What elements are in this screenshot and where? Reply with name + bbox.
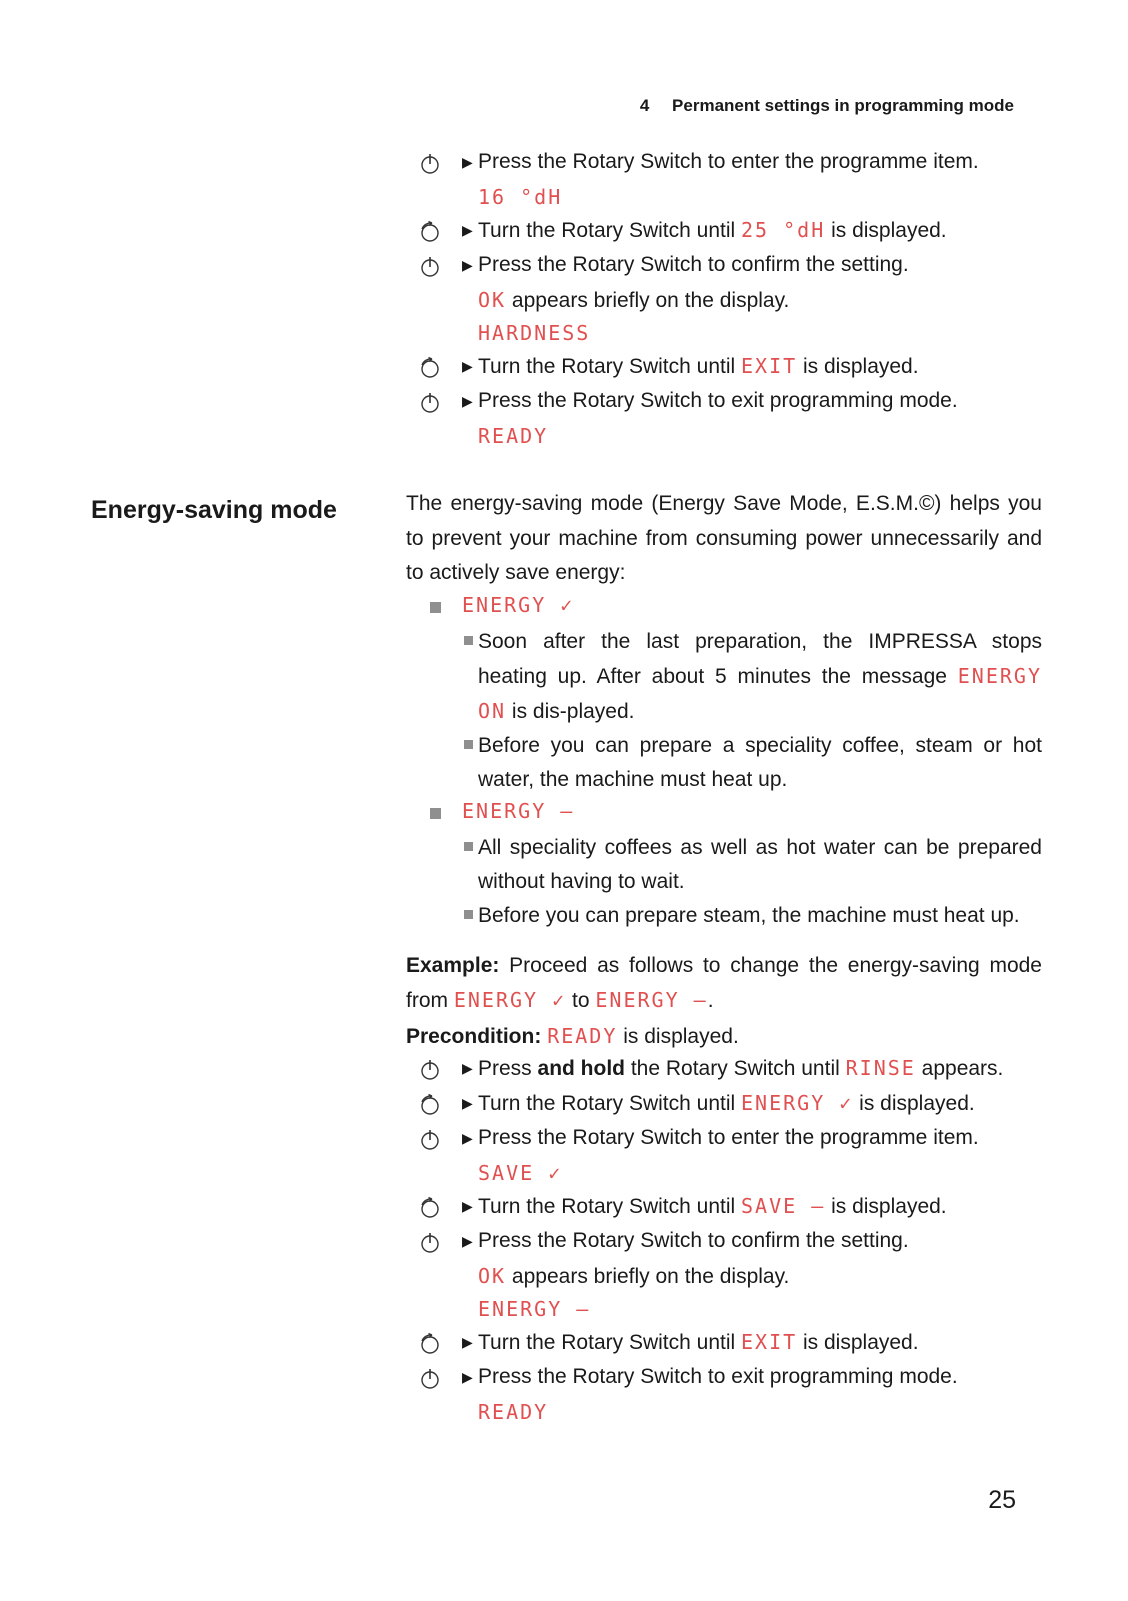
example-to-display: ENERGY – xyxy=(595,988,708,1012)
step-text xyxy=(478,148,979,176)
small-square-bullet-icon xyxy=(464,910,473,919)
turn-step xyxy=(406,216,1042,251)
display-message: SAVE ✓ xyxy=(478,1161,563,1185)
display-message: RINSE xyxy=(845,1056,916,1080)
display-line xyxy=(406,1262,1042,1295)
press-step xyxy=(406,1054,1042,1089)
press-step xyxy=(406,387,1042,422)
option-list xyxy=(406,591,1042,933)
section-title: Energy-saving mode xyxy=(91,496,337,524)
rotary-press-icon xyxy=(418,1367,442,1391)
example-end: . xyxy=(707,989,714,1012)
step-text-part: Turn the Rotary Switch until xyxy=(478,219,741,242)
press-step xyxy=(406,251,1042,286)
turn-step xyxy=(406,1089,1042,1124)
rotary-press-icon xyxy=(418,1128,442,1152)
step-text-part: Press the Rotary Switch to enter the programme item. xyxy=(478,150,979,173)
display-line xyxy=(406,286,1042,319)
rotary-press-icon xyxy=(418,1231,442,1255)
step-arrow-icon: ▶ xyxy=(462,1060,473,1076)
step-text-part: Soon after the last preparation, the IMPRESSA stops heating up. After about 5 minutes the message xyxy=(478,629,1042,688)
step-text-part: Turn the Rotary Switch until xyxy=(478,355,741,378)
square-bullet-icon xyxy=(430,808,441,819)
step-text xyxy=(478,1054,1003,1083)
step-text xyxy=(478,216,947,245)
precondition-text: is displayed. xyxy=(617,1024,739,1048)
press-step xyxy=(406,1124,1042,1159)
display-message: HARDNESS xyxy=(478,321,591,345)
turn-step xyxy=(406,1192,1042,1227)
step-arrow-icon: ▶ xyxy=(462,154,473,170)
step-text-part: Before you can prepare a speciality coffee, steam or hot water, the machine must heat up. xyxy=(478,733,1042,791)
rotary-turn-icon xyxy=(418,356,442,380)
step-text-part: Press the Rotary Switch to confirm the setting. xyxy=(478,1229,909,1252)
energy-section xyxy=(406,487,1042,1431)
step-arrow-icon: ▶ xyxy=(462,1130,473,1146)
precondition-display: READY xyxy=(547,1023,618,1048)
rotary-press-icon xyxy=(418,391,442,415)
press-step xyxy=(406,1363,1042,1398)
display-line xyxy=(406,183,1042,216)
option-detail xyxy=(462,831,1042,899)
step-text-part: is displayed. xyxy=(853,1092,975,1115)
display-line xyxy=(406,1159,1042,1192)
step-text-part: is displayed. xyxy=(797,1331,919,1354)
step-text-part: Before you can prepare steam, the machine must heat up. xyxy=(478,903,1020,927)
display-message: SAVE – xyxy=(741,1194,826,1218)
step-text-part: Press the Rotary Switch to exit programming mode. xyxy=(478,389,958,412)
step-text-part: the Rotary Switch until xyxy=(625,1057,846,1080)
example-paragraph xyxy=(406,949,1042,1019)
step-text xyxy=(478,1192,947,1221)
step-text-part: is displayed. xyxy=(825,1195,947,1218)
example-to-word: to xyxy=(566,989,596,1012)
display-line-text: appears briefly on the display. xyxy=(506,289,790,312)
precondition-label: Precondition: xyxy=(406,1024,542,1048)
step-arrow-icon: ▶ xyxy=(462,222,473,238)
step-arrow-icon: ▶ xyxy=(462,1095,473,1111)
display-message: READY xyxy=(478,424,549,448)
step-text-part: is displayed. xyxy=(797,355,919,378)
display-message: 16 °dH xyxy=(478,185,563,209)
display-line xyxy=(406,319,1042,352)
press-step xyxy=(406,1227,1042,1262)
display-message: READY xyxy=(478,1400,549,1424)
display-line xyxy=(406,422,1042,455)
rotary-turn-icon xyxy=(418,220,442,244)
display-line xyxy=(406,1398,1042,1431)
display-message: ENERGY – xyxy=(478,1297,591,1321)
page-number: 25 xyxy=(988,1486,1016,1514)
step-text-part: Press xyxy=(478,1057,538,1080)
small-square-bullet-icon xyxy=(464,636,473,645)
option-detail xyxy=(462,899,1042,933)
display-message: EXIT xyxy=(741,1330,798,1354)
small-square-bullet-icon xyxy=(464,842,473,851)
option-display-label: ENERGY ✓ xyxy=(462,592,575,617)
step-text-part: Press the Rotary Switch to confirm the setting. xyxy=(478,253,909,276)
top-step-list xyxy=(406,148,1042,455)
step-arrow-icon: ▶ xyxy=(462,1369,473,1385)
step-text-part: Press the Rotary Switch to exit programming mode. xyxy=(478,1365,958,1388)
display-message: EXIT xyxy=(741,354,798,378)
rotary-turn-icon xyxy=(418,1093,442,1117)
step-text-part: is dis-played. xyxy=(506,699,635,723)
step-text-part: is displayed. xyxy=(825,219,947,242)
turn-step xyxy=(406,352,1042,387)
step-text xyxy=(478,1328,919,1357)
step-arrow-icon: ▶ xyxy=(462,1198,473,1214)
rotary-turn-icon xyxy=(418,1332,442,1356)
small-square-bullet-icon xyxy=(464,740,473,749)
running-header xyxy=(640,96,1014,116)
display-message: 25 °dH xyxy=(741,218,826,242)
step-arrow-icon: ▶ xyxy=(462,257,473,273)
press-step xyxy=(406,148,1042,183)
step-arrow-icon: ▶ xyxy=(462,1334,473,1350)
rotary-turn-icon xyxy=(418,1196,442,1220)
step-text xyxy=(478,387,958,415)
step-text xyxy=(478,1363,958,1391)
section-intro: The energy-saving mode (Energy Save Mode, E.S.M.©) helps you to prevent your machine from consuming power unnecessarily and to actively save energy: xyxy=(406,492,1042,584)
display-line-text: appears briefly on the display. xyxy=(506,1265,790,1288)
chapter-title: Permanent settings in programming mode xyxy=(672,96,1014,115)
step-text xyxy=(478,1124,979,1152)
step-text-part: appears. xyxy=(915,1057,1004,1080)
rotary-press-icon xyxy=(418,1058,442,1082)
option-item xyxy=(406,591,1042,625)
square-bullet-icon xyxy=(430,602,441,613)
display-message: OK xyxy=(478,288,507,312)
step-text-part: Turn the Rotary Switch until xyxy=(478,1092,741,1115)
precondition xyxy=(406,1019,1042,1055)
example-from-display: ENERGY ✓ xyxy=(453,988,567,1012)
step-text xyxy=(478,1227,909,1255)
step-arrow-icon: ▶ xyxy=(462,1233,473,1249)
display-message: ENERGY ✓ xyxy=(741,1091,854,1115)
example-step-list xyxy=(406,1054,1042,1431)
display-message: ENERGY ON xyxy=(478,663,1042,723)
example-label: Example: xyxy=(406,953,500,977)
step-text-part: Press the Rotary Switch to enter the programme item. xyxy=(478,1126,979,1149)
step-text xyxy=(478,1089,975,1118)
step-text xyxy=(478,251,909,279)
turn-step xyxy=(406,1328,1042,1363)
step-text-part: All speciality coffees as well as hot water can be prepared without having to wait. xyxy=(478,835,1042,893)
example-text: Proceed as follows to change the energy-saving mode from xyxy=(406,953,1042,1012)
chapter-number: 4 xyxy=(639,96,650,115)
option-item xyxy=(406,797,1042,831)
rotary-press-icon xyxy=(418,255,442,279)
step-text xyxy=(478,352,919,381)
display-line xyxy=(406,1295,1042,1328)
rotary-press-icon xyxy=(418,152,442,176)
emphasis-text: and hold xyxy=(537,1057,626,1080)
step-text-part: Turn the Rotary Switch until xyxy=(478,1331,741,1354)
option-display-label: ENERGY – xyxy=(462,798,575,823)
option-detail xyxy=(462,625,1042,729)
option-detail xyxy=(462,729,1042,797)
step-arrow-icon: ▶ xyxy=(462,358,473,374)
step-arrow-icon: ▶ xyxy=(462,393,473,409)
step-text-part: Turn the Rotary Switch until xyxy=(478,1195,741,1218)
display-message: OK xyxy=(478,1264,507,1288)
